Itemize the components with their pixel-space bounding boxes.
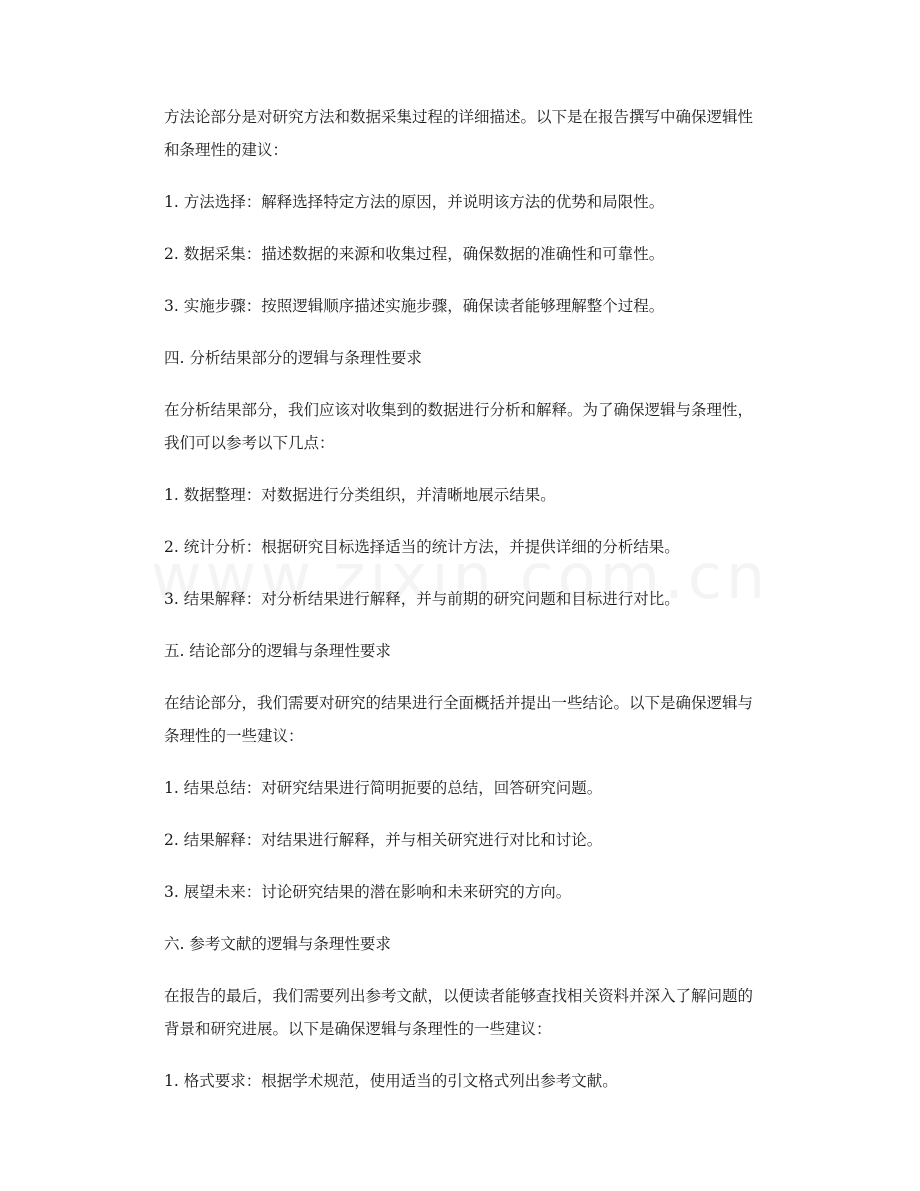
section-heading: 五. 结论部分的逻辑与条理性要求 (164, 642, 391, 660)
list-item: 1. 方法选择：解释选择特定方法的原因，并说明该方法的优势和局限性。 (164, 193, 665, 211)
list-item: 2. 统计分析：根据研究目标选择适当的统计方法，并提供详细的分析结果。 (164, 538, 680, 556)
list-item: 2. 结果解释：对结果进行解释，并与相关研究进行对比和讨论。 (164, 831, 603, 849)
analysis-intro-paragraph: 在分析结果部分，我们应该对收集到的数据进行分析和解释。为了确保逻辑与条理性，我们可以参考以下几点： (164, 401, 754, 452)
list-item: 3. 展望未来：讨论研究结果的潜在影响和未来研究的方向。 (164, 883, 572, 901)
document-body (164, 101, 764, 1117)
list-item: 3. 实施步骤：按照逻辑顺序描述实施步骤，确保读者能够理解整个过程。 (164, 297, 665, 315)
list-item: 1. 格式要求：根据学术规范，使用适当的引文格式列出参考文献。 (164, 1072, 618, 1090)
section-heading: 六. 参考文献的逻辑与条理性要求 (164, 935, 391, 953)
references-intro-paragraph: 在报告的最后，我们需要列出参考文献，以便读者能够查找相关资料并深入了解问题的背景和研究进展。以下是确保逻辑与条理性的一些建议： (164, 987, 754, 1038)
list-item: 3. 结果解释：对分析结果进行解释，并与前期的研究问题和目标进行对比。 (164, 590, 680, 608)
conclusion-intro-paragraph: 在结论部分，我们需要对研究的结果进行全面概括并提出一些结论。以下是确保逻辑与条理性的一些建议： (164, 694, 754, 745)
list-item: 2. 数据采集：描述数据的来源和收集过程，确保数据的准确性和可靠性。 (164, 245, 665, 263)
methodology-intro-paragraph: 方法论部分是对研究方法和数据采集过程的详细描述。以下是在报告撰写中确保逻辑性和条理性的建议： (164, 108, 754, 159)
list-item: 1. 结果总结：对研究结果进行简明扼要的总结，回答研究问题。 (164, 779, 603, 797)
section-heading: 四. 分析结果部分的逻辑与条理性要求 (164, 349, 422, 367)
list-item: 1. 数据整理：对数据进行分类组织，并清晰地展示结果。 (164, 486, 556, 504)
